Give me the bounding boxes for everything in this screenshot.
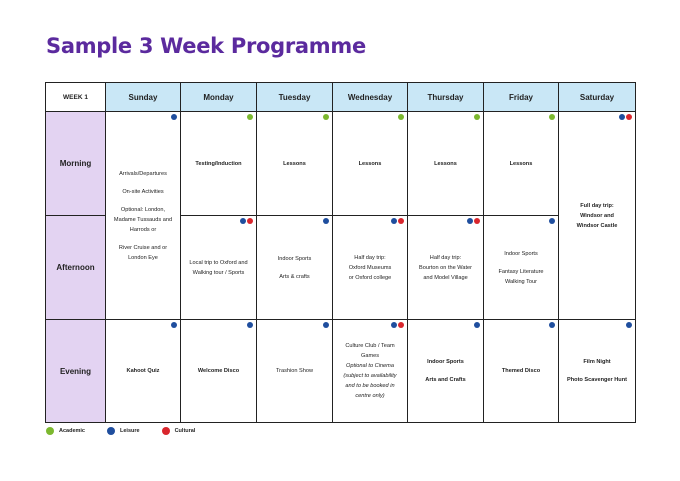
academic-marker-icon [549,114,555,120]
cell-line: Arrivals/Departures [119,170,167,177]
monday-afternoon-cell [181,216,257,320]
saturday-day-cell [559,112,636,320]
activity-markers [171,114,177,120]
activity-markers [549,322,555,328]
cell-line: Lessons [283,160,306,167]
leisure-marker-icon [247,322,253,328]
cell-line: River Cruise and or [118,244,168,251]
cultural-marker-icon [398,218,404,224]
thursday-morning-cell [408,112,484,216]
row-label-morning: Morning [46,112,106,216]
cell-line: Testing/Induction [195,160,242,167]
evening-row [46,320,636,423]
day-header-monday: Monday [181,83,257,112]
cell-line: Harrods or [129,226,157,233]
academic-marker-icon [398,114,404,120]
activity-markers [549,114,555,120]
cell-line: Oxford Museums [348,264,392,271]
cell-line: Full day trip: [580,202,614,209]
academic-dot-icon [46,427,54,435]
cell-line: Arts & crafts [279,273,310,280]
day-header-thursday: Thursday [408,83,484,112]
cell-line: Madame Tussauds and [113,216,173,223]
activity-markers [474,322,480,328]
week-label: WEEK 1 [46,83,106,112]
academic-marker-icon [247,114,253,120]
cultural-marker-icon [474,218,480,224]
cell-line: Trashion Show [275,368,314,374]
activity-markers [391,218,404,224]
leisure-marker-icon [323,322,329,328]
cell-line: and Model Village [423,274,468,281]
thursday-afternoon-cell [408,216,484,320]
cell-line: Film Night [583,359,611,365]
cell-line: and to be booked in [345,383,395,389]
cell-line: Walking tour / Sports [192,269,245,276]
cell-text [333,341,407,401]
leisure-marker-icon [474,322,480,328]
day-header-friday: Friday [484,83,559,112]
wednesday-morning-cell [333,112,408,216]
cell-text [559,201,635,231]
cell-line: Indoor Sports [427,359,464,365]
cell-line: Kahoot Quiz [126,368,160,374]
legend-label: Academic [59,428,85,434]
day-header-sunday: Sunday [106,83,181,112]
activity-markers [391,322,404,328]
page-title: Sample 3 Week Programme [46,34,366,58]
cell-text [181,258,256,278]
cell-line: Fantasy Literature [498,268,544,275]
activity-markers [171,322,177,328]
monday-morning-cell [181,112,257,216]
tuesday-evening-cell [257,320,333,423]
sunday-day-cell [106,112,181,320]
friday-evening-cell [484,320,559,423]
cultural-dot-icon [162,427,170,435]
activity-markers [323,218,329,224]
cell-text [408,253,483,283]
cell-line: Lessons [434,160,457,167]
activity-markers [323,322,329,328]
cell-line: Welcome Disco [197,368,240,374]
cell-line: Lessons [509,160,533,167]
activity-markers [240,218,253,224]
saturday-evening-cell [559,320,636,423]
activity-markers [467,218,480,224]
day-header-wednesday: Wednesday [333,83,408,112]
cell-line: or Oxford college [348,274,392,281]
thursday-evening-cell [408,320,484,423]
cell-line: London Eye [128,254,158,261]
day-header-saturday: Saturday [559,83,636,112]
cell-text [106,169,180,263]
leisure-marker-icon [391,218,397,224]
legend-item-academic [46,427,85,435]
leisure-marker-icon [171,114,177,120]
leisure-marker-icon [171,322,177,328]
cell-line: On-site Activities [122,188,164,195]
cell-line: centre only) [355,393,385,399]
row-label-evening: Evening [46,320,106,423]
cell-line: Bourton on the Water [419,264,472,271]
leisure-marker-icon [391,322,397,328]
activity-markers [247,322,253,328]
legend-item-leisure [107,427,140,435]
cell-line: Half day trip: [429,254,462,261]
sunday-evening-cell [106,320,181,423]
tuesday-afternoon-cell [257,216,333,320]
cell-text [484,249,558,287]
cell-text [333,253,407,283]
leisure-marker-icon [323,218,329,224]
activity-markers [323,114,329,120]
cell-line: Themed Disco [501,368,541,374]
wednesday-evening-cell [333,320,408,423]
leisure-marker-icon [467,218,473,224]
friday-morning-cell [484,112,559,216]
cell-text [257,254,332,282]
programme-table [45,82,636,423]
leisure-marker-icon [619,114,625,120]
header-row [46,83,636,112]
cell-text [408,357,483,385]
cell-line: Indoor Sports [504,250,538,257]
legend-item-cultural [162,427,196,435]
activity-markers [626,322,632,328]
activity-markers [474,114,480,120]
leisure-dot-icon [107,427,115,435]
cell-line: Lessons [358,160,382,167]
activity-markers [398,114,404,120]
leisure-marker-icon [549,218,555,224]
cell-line: Photo Scavenger Hunt [567,377,627,383]
legend-label: Cultural [174,428,196,434]
academic-marker-icon [474,114,480,120]
activity-markers [247,114,253,120]
cell-line: Optional: London, [120,206,166,213]
cultural-marker-icon [247,218,253,224]
tuesday-morning-cell [257,112,333,216]
activity-markers [549,218,555,224]
activity-markers [619,114,632,120]
cell-line: Windsor Castle [576,222,618,229]
cell-line: Indoor Sports [277,255,312,262]
cell-line: Culture Club / Team [345,343,395,349]
legend-label: Leisure [120,428,140,434]
cell-line: Optional to Cinema [346,363,394,369]
academic-marker-icon [323,114,329,120]
morning-row [46,112,636,216]
wednesday-afternoon-cell [333,216,408,320]
cell-line: Walking Tour [504,278,538,285]
cell-line: Windsor and [580,212,614,219]
cell-line: Half day trip: [354,254,386,261]
friday-afternoon-cell [484,216,559,320]
cell-line: Arts and Crafts [425,377,466,383]
cultural-marker-icon [398,322,404,328]
leisure-marker-icon [626,322,632,328]
row-label-afternoon: Afternoon [46,216,106,320]
monday-evening-cell [181,320,257,423]
cell-line: (subject to availability [343,373,397,379]
cell-line: Games [360,353,380,359]
cultural-marker-icon [626,114,632,120]
leisure-marker-icon [240,218,246,224]
legend [46,427,217,435]
leisure-marker-icon [549,322,555,328]
cell-text [559,357,635,385]
cell-line: Local trip to Oxford and [189,259,248,266]
day-header-tuesday: Tuesday [257,83,333,112]
